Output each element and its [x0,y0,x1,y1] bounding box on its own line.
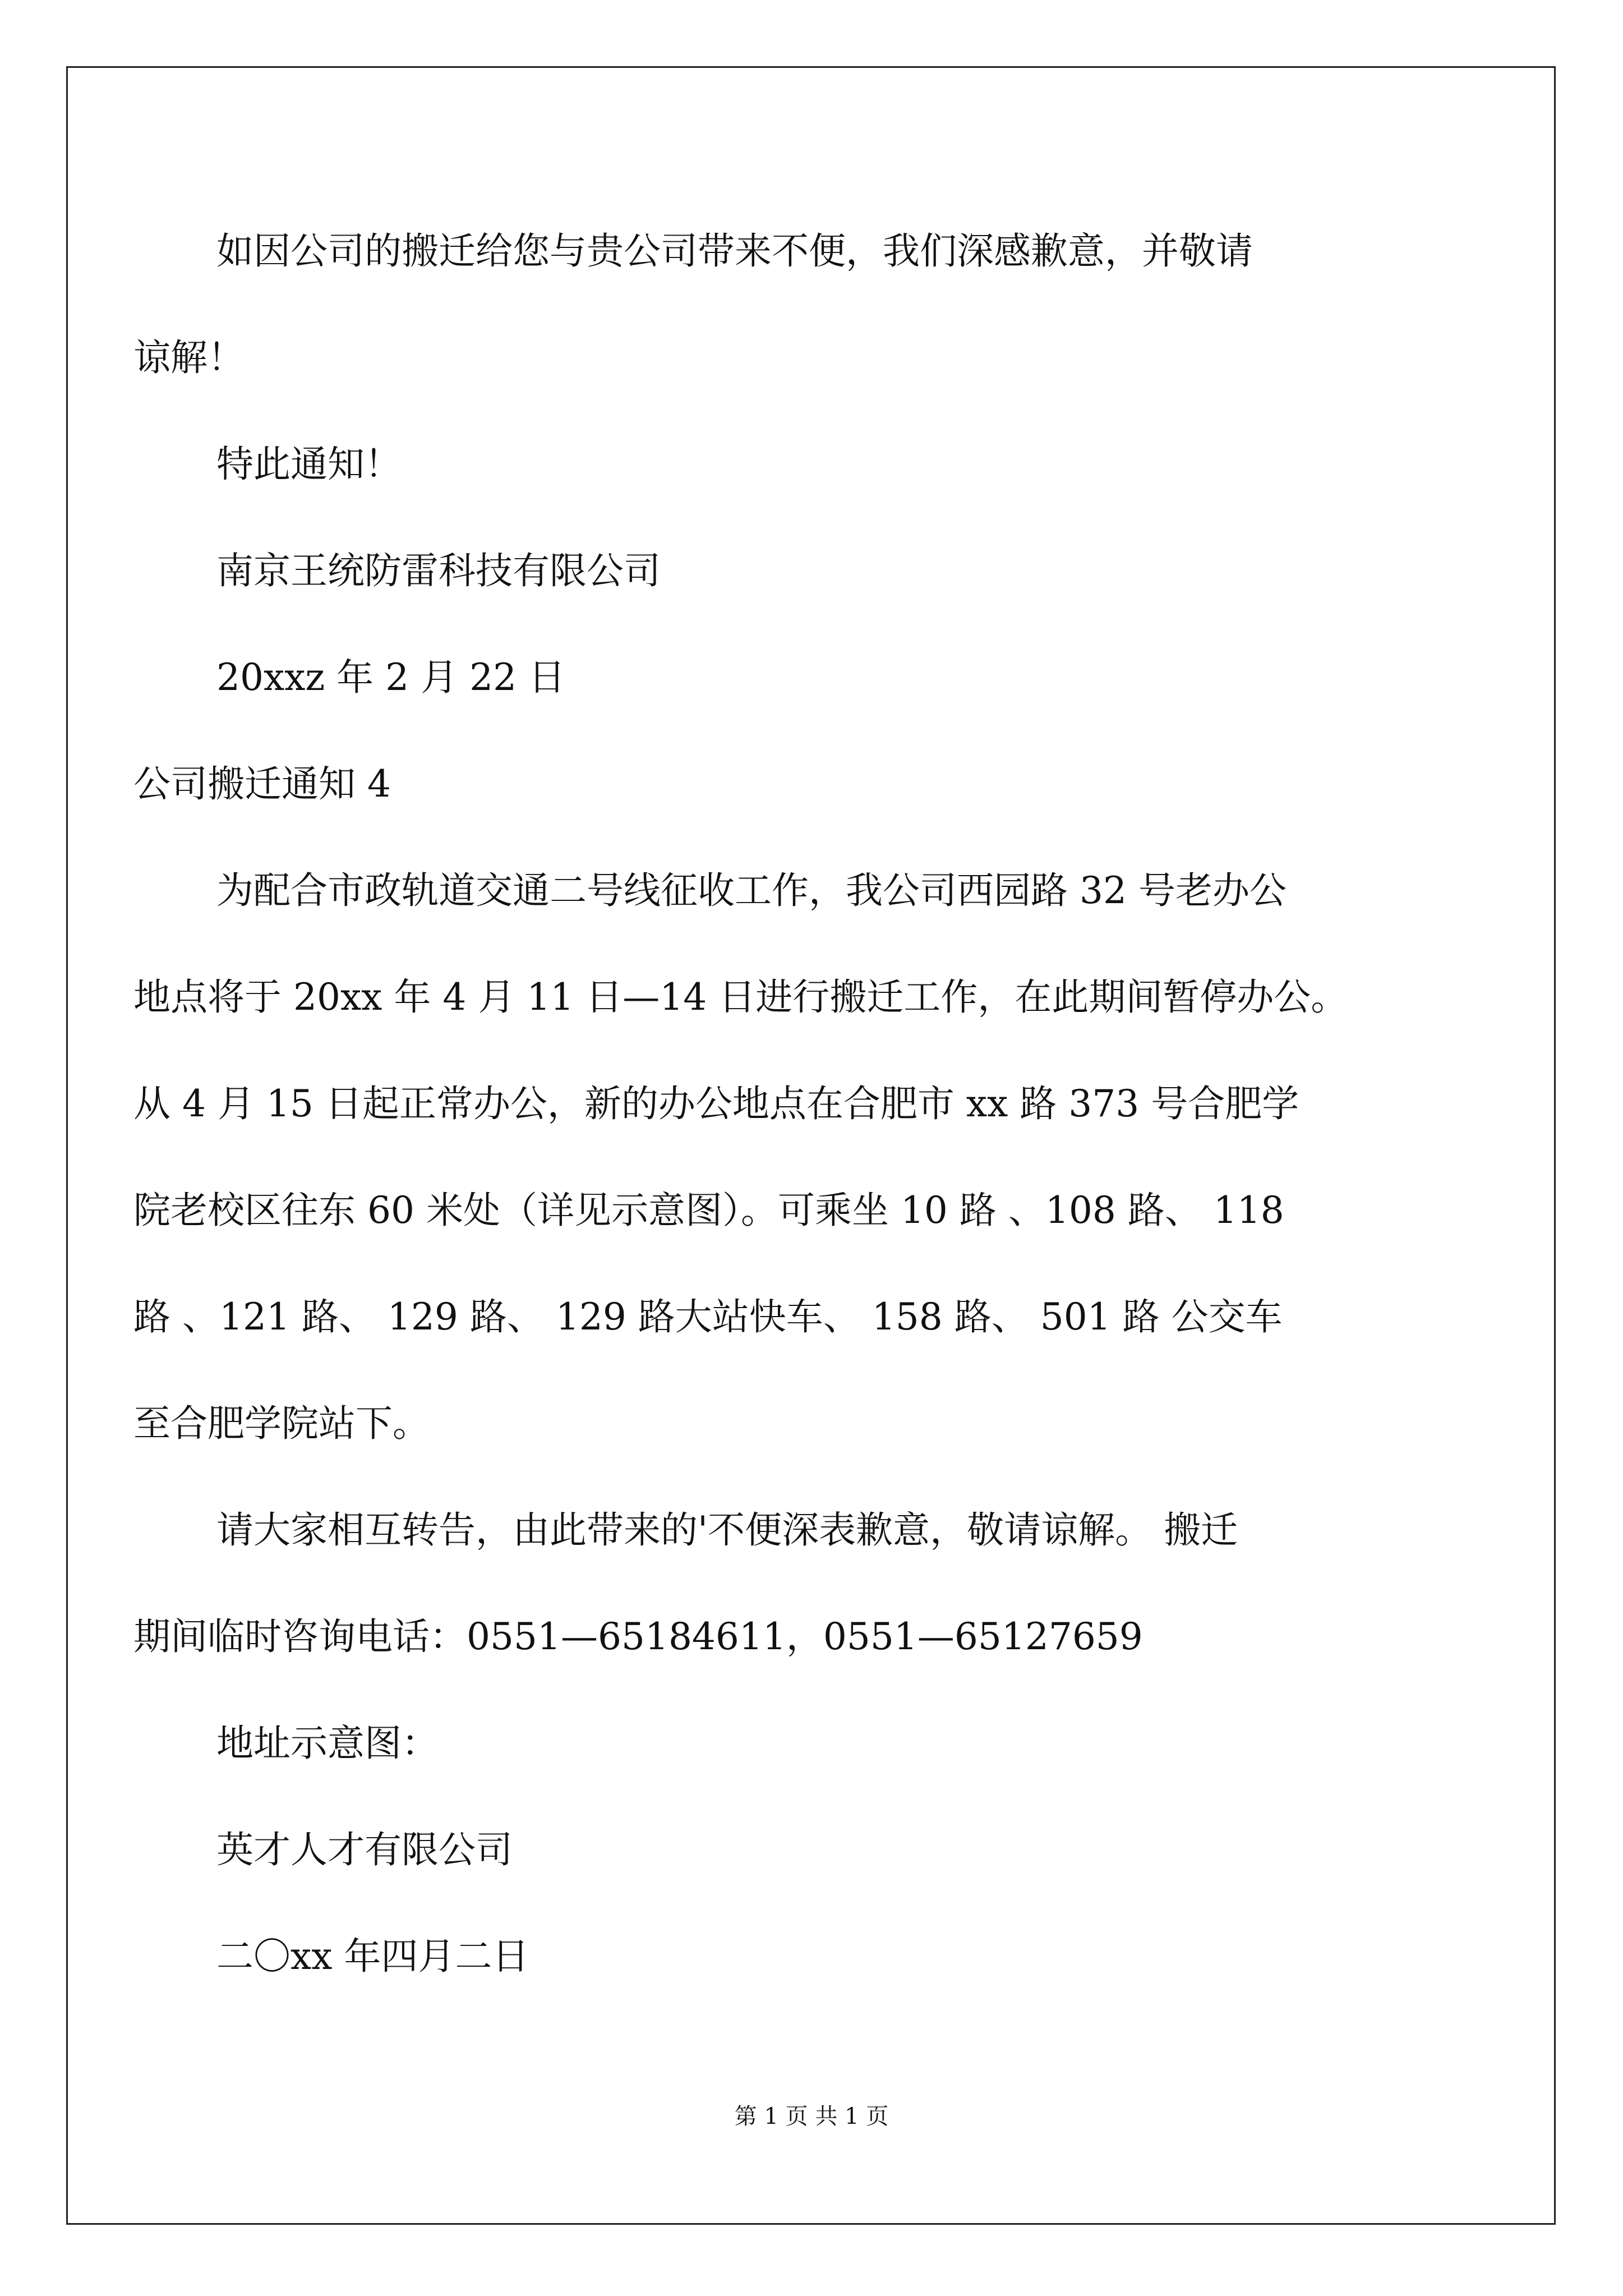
page-footer: 第 1 页 共 1 页 [734,2104,889,2129]
paragraph-relocation-line-2: 地点将于 20xx 年 4 月 11 日—14 日进行搬迁工作，在此期间暂停办公。 [133,976,1348,1019]
page-border [66,66,1556,2225]
company-signature-1: 南京王统防雷科技有限公司 [216,549,661,592]
section-heading: 公司搬迁通知 4 [133,762,391,806]
paragraph-apology-line-2: 谅解！ [133,336,245,379]
paragraph-relocation-line-4: 院老校区往东 60 米处（详见示意图）。可乘坐 10 路 、108 路、 118 [133,1189,1284,1232]
paragraph-relocation-line-5: 路 、121 路、 129 路、 129 路大站快车、 158 路、 501 路 公交车 [133,1295,1283,1338]
paragraph-apology-line-1: 如因公司的搬迁给您与贵公司带来不便，我们深感歉意，并敬请 [216,229,1253,273]
company-signature-2: 英才人才有限公司 [216,1828,513,1871]
date-signature-1: 20xxz 年 2 月 22 日 [216,656,566,699]
map-label: 地址示意图： [216,1722,439,1765]
paragraph-contact-line-2: 期间临时咨询电话：0551—65184611，0551—65127659 [133,1615,1143,1658]
closing-notice: 特此通知！ [216,443,402,486]
paragraph-relocation-line-3: 从 4 月 15 日起正常办公，新的办公地点在合肥市 xx 路 373 号合肥学 [133,1082,1299,1125]
paragraph-relocation-line-1: 为配合市政轨道交通二号线征收工作，我公司西园路 32 号老办公 [216,869,1287,912]
paragraph-contact-line-1: 请大家相互转告，由此带来的'不便深表歉意，敬请谅解。 搬迁 [216,1508,1238,1552]
date-signature-2: 二〇xx 年四月二日 [216,1935,529,1978]
paragraph-relocation-line-6: 至合肥学院站下。 [133,1402,430,1445]
